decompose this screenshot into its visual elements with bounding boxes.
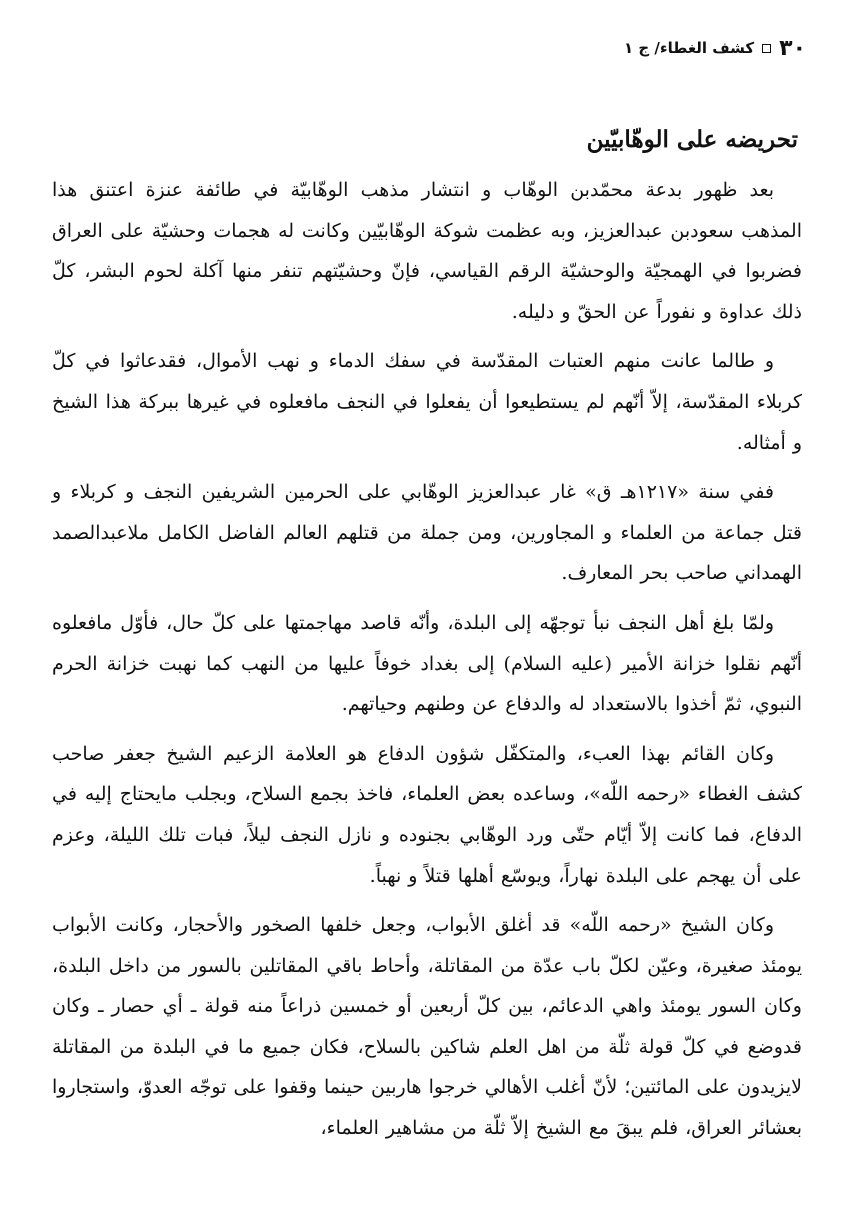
paragraph: و طالما عانت منهم العتبات المقدّسة في سفك الدماء و نهب الأموال، فقدعاثوا في كلّ كربلاء المقدّسة، إلاّ أنّهم لم يستطيعوا أن يفعلوا في النجف مافعلوه في غيرها ببركة هذا الشيخ و أمثاله. — [52, 350, 802, 454]
body-text — [52, 170, 802, 1158]
paragraph: بعد ظهور بدعة محمّدبن الوهّاب و انتشار مذهب الوهّابيّة في طائفة عنزة اعتنق هذا المذهب سعودبن عبدالعزيز، وبه عظمت شوكة الوهّابيّين وكانت له هجمات وحشيّة على العراق فضربوا في الهمجيّة والوحشيّة الرقم القياسي، فإنّ وحشيّتهم تنفر منها آكلة لحوم البشر، كلّ ذلك عداوة و نفوراً عن الحقّ و دليله. — [52, 179, 802, 323]
paragraph: وكان القائم بهذا العبء، والمتكفّل شؤون الدفاع هو العلامة الزعيم الشيخ جعفر صاحب كشف الغطاء «رحمه اللّه»، وساعده بعض العلماء، فاخذ بجمع السلاح، وبجلب مايحتاج إليه في الدفاع، فما كانت إلاّ أيّام حتّى ورد الوهّابي بجنوده و نازل النجف ليلاً، فبات تلك الليلة، وعزم على أن يهجم على البلدة نهاراً، ويوسّع أهلها قتلاً و نهباً. — [52, 742, 802, 887]
book-title: كشف الغطاء/ ج ١ — [624, 39, 755, 57]
square-separator-icon — [762, 44, 771, 53]
running-header — [52, 34, 806, 62]
paragraph: وكان الشيخ «رحمه اللّه» قد أغلق الأبواب، وجعل خلفها الصخور والأحجار، وكانت الأبواب يومئذ صغيرة، وعيّن لكلّ باب عدّة من المقاتلة، وأحاط باقي المقاتلين بالسور من داخل البلدة، وكان السور يومئذ واهي الدعائم، بين كلّ أربعين أو خمسين ذراعاً منه قولة ـ أي حصار ـ وكان قدوضع في كلّ قولة ثلّة من اهل العلم شاكين بالسلاح، فكان جميع ما في البلدة من المقاتلة لايزيدون على المائتين؛ لأنّ أغلب الأهالي خرجوا هاربين حينما وقفوا على توجّه العدوّ، واستجاروا بعشائر العراق، فلم يبقَ مع الشيخ إلاّ ثلّة من مشاهير العلماء، — [52, 914, 802, 1140]
paragraph: ففي سنة «١٢١٧هـ ق» غار عبدالعزيز الوهّابي على الحرمين الشريفين النجف و كربلاء و قتل جماعة من العلماء و المجاورين، ومن جملة من قتلهم العالم الفاضل الكامل ملاعبدالصمد الهمداني صاحب بحر المعارف. — [52, 481, 802, 585]
page-number: ٣٠ — [779, 35, 806, 61]
paragraph: ولمّا بلغ أهل النجف نبأ توجهّه إلى البلدة، وأنّه قاصد مهاجمتها على كلّ حال، فأوّل مافعلوه أنّهم نقلوا خزانة الأمير (عليه السلام) إلى بغداد خوفاً عليها من النهب كما نهبت خزانة الحرم النبوي، ثمّ أخذوا بالاستعداد له والدفاع عن وطنهم وحياتهم. — [52, 611, 802, 716]
section-title: تحريضه على الوهّابيّين — [586, 126, 798, 153]
